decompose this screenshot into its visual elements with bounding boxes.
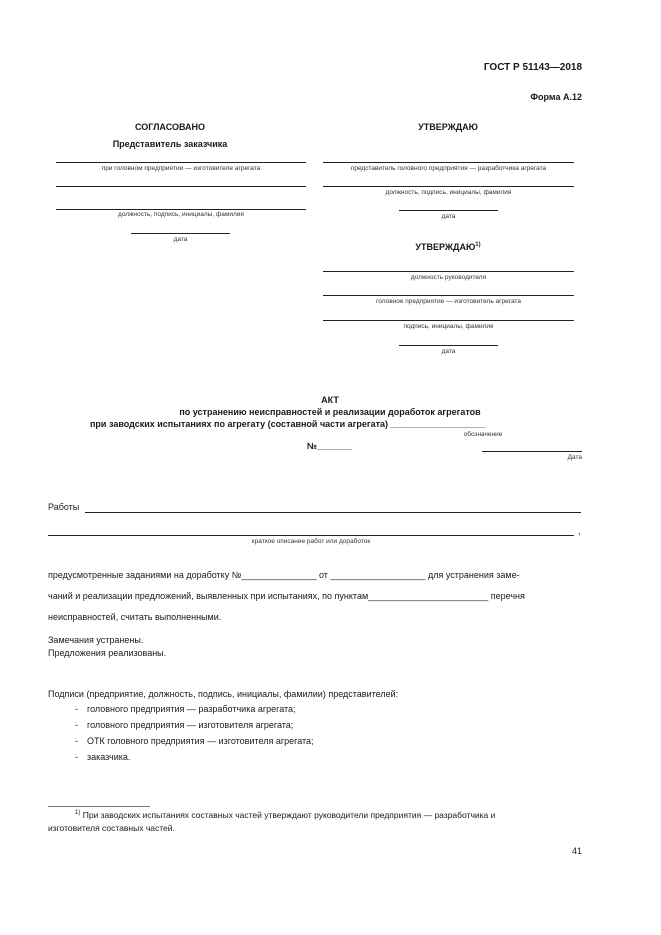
approve-title-footnoted: УТВЕРЖДАЮ$^{1)}$ bbox=[415, 242, 481, 252]
works-label: Работы bbox=[48, 502, 80, 512]
signature-line bbox=[56, 186, 306, 187]
date-line bbox=[399, 345, 498, 346]
caption: должность руководителя bbox=[410, 274, 487, 281]
caption: при головном предприятии — изготовителе агрегата bbox=[101, 165, 261, 172]
signature-line bbox=[323, 295, 574, 296]
signature-line bbox=[323, 271, 574, 272]
form-label: Форма А.12 bbox=[530, 92, 582, 102]
footnote-line1: $^{1)}$ При заводских испытаниях составных частей утверждают руководители предприятия — разработчика и bbox=[75, 810, 496, 820]
list-item: - заказчика. bbox=[75, 752, 131, 762]
page-number: 41 bbox=[571, 846, 582, 856]
agreed-title: СОГЛАСОВАНО bbox=[134, 122, 206, 132]
signatures-intro: Подписи (предприятие, должность, подпись, инициалы, фамилии) представителей: bbox=[48, 689, 399, 699]
caption-designation: обозначение bbox=[463, 431, 503, 438]
signature-line bbox=[56, 209, 306, 210]
list-item: - головного предприятия — изготовителя агрегата; bbox=[75, 720, 294, 730]
date-line bbox=[482, 451, 582, 452]
caption-date: Дата bbox=[567, 454, 582, 461]
act-subtitle-line1: по устранению неисправностей и реализации доработок агрегатов bbox=[179, 407, 481, 417]
caption: представитель головного предприятия — разработчика агрегата bbox=[350, 165, 547, 172]
footnote-divider bbox=[48, 806, 150, 807]
caption: должность, подпись, инициалы, фамилия bbox=[118, 211, 244, 218]
footnote-line2: изготовителя составных частей. bbox=[48, 823, 175, 833]
comma: , bbox=[578, 526, 581, 536]
list-item: - ОТК головного предприятия — изготовителя агрегата; bbox=[75, 736, 314, 746]
customer-representative-label: Представитель заказчика bbox=[112, 139, 228, 149]
caption: подпись, инициалы, фамилия bbox=[403, 323, 494, 330]
remarks-text: Замечания устранены. bbox=[48, 635, 144, 645]
date-line bbox=[131, 233, 230, 234]
footnote-ref: 1) bbox=[475, 242, 481, 248]
paragraph-line1: предусмотренные заданиями на доработку №_______________ от ___________________ для устранения заме- bbox=[48, 570, 520, 580]
signature-line bbox=[323, 320, 574, 321]
approve-title: УТВЕРЖДАЮ bbox=[418, 122, 478, 132]
paragraph-line2: чаний и реализации предложений, выявленных при испытаниях, по пунктам________________________ перечня bbox=[48, 591, 525, 601]
works-line bbox=[48, 535, 574, 536]
caption: должность, подпись, инициалы, фамилия bbox=[385, 189, 512, 196]
standard-number: ГОСТ Р 51143—2018 bbox=[483, 62, 582, 73]
date-line bbox=[399, 210, 498, 211]
paragraph-line3: неисправностей, считать выполненными. bbox=[48, 612, 222, 622]
caption: дата bbox=[441, 348, 456, 355]
caption: головное предприятие — изготовитель агрегата bbox=[376, 298, 521, 305]
list-item: - головного предприятия — разработчика агрегата; bbox=[75, 704, 296, 714]
caption: дата bbox=[173, 236, 188, 243]
footnote-mark: 1) bbox=[75, 810, 81, 817]
act-subtitle-line2: при заводских испытаниях по агрегату (составной части агрегата) ___________________ bbox=[90, 419, 486, 429]
signature-line bbox=[323, 162, 574, 163]
act-number: №_______ bbox=[307, 441, 353, 451]
caption-works: краткое описание работ или доработок bbox=[251, 538, 371, 545]
works-line bbox=[85, 512, 581, 513]
caption: дата bbox=[441, 213, 456, 220]
act-title: АКТ bbox=[321, 395, 339, 405]
proposals-text: Предложения реализованы. bbox=[48, 648, 167, 658]
signature-line bbox=[323, 186, 574, 187]
signature-line bbox=[56, 162, 306, 163]
